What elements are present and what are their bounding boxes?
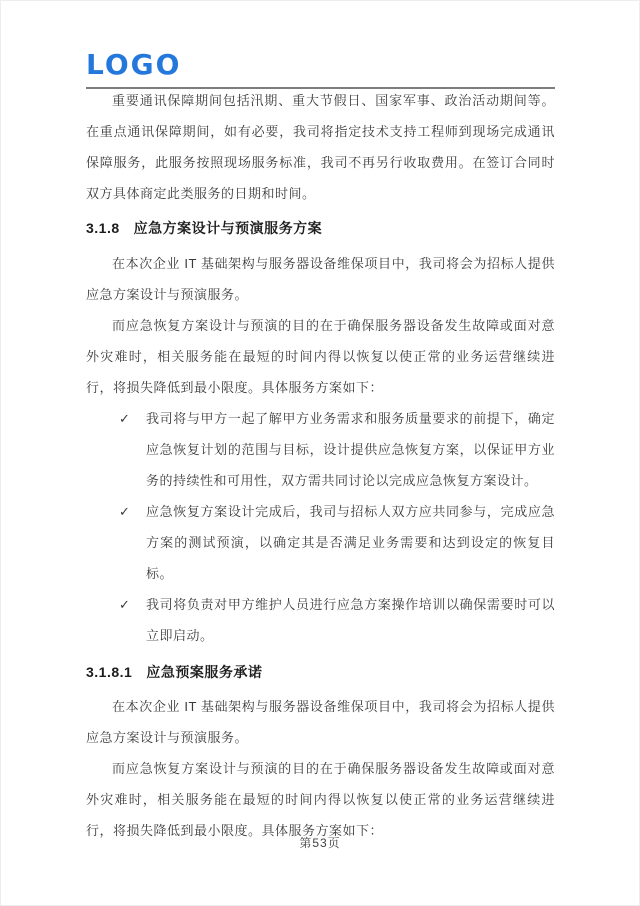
section-3-1-8-paragraph-1: 在本次企业 IT 基础架构与服务器设备维保项目中，我司将会为招标人提供应急方案设计与预演服务。 <box>86 256 555 302</box>
list-item-text: 我司将负责对甲方维护人员进行应急方案操作培训以确保需要时可以立即启动。 <box>146 597 555 643</box>
check-icon: ✓ <box>119 504 131 519</box>
section-3-1-8-1-paragraph-1: 在本次企业 IT 基础架构与服务器设备维保项目中，我司将会为招标人提供应急方案设计与预演服务。 <box>86 699 555 745</box>
check-icon: ✓ <box>119 411 131 426</box>
section-heading-3-1-8-1 <box>86 657 555 688</box>
intro-paragraph: 重要通讯保障期间包括汛期、重大节假日、国家军事、政治活动期间等。在重点通讯保障期间，如有必要，我司将指定技术支持工程师到现场完成通讯保障服务，此服务按照现场服务标准，我司不再另行收取费用。在签订合同时双方具体商定此类服务的日期和时间。 <box>86 93 555 201</box>
list-item-text: 我司将与甲方一起了解甲方业务需求和服务质量要求的前提下，确定应急恢复计划的范围与目标，设计提供应急恢复方案，以保证甲方业务的持续性和可用性，双方需共同讨论以完成应急恢复方案设计。 <box>146 411 555 488</box>
list-item <box>86 403 555 496</box>
page-number: 第53页 <box>299 836 341 850</box>
list-item-text: 应急恢复方案设计完成后，我司与招标人双方应共同参与，完成应急方案的测试预演，以确定其是否满足业务需要和达到设定的恢复目标。 <box>146 504 555 581</box>
section-title: 应急方案设计与预演服务方案 <box>133 220 323 236</box>
company-logo: LOGO <box>86 48 182 81</box>
section-3-1-8-paragraph-2: 而应急恢复方案设计与预演的目的在于确保服务器设备发生故障或面对意外灾难时，相关服务能在最短的时间内得以恢复以使正常的业务运营继续进行，将损失降低到最小限度。具体服务方案如下： <box>86 318 555 395</box>
section-title: 应急预案服务承诺 <box>146 664 263 680</box>
check-icon: ✓ <box>119 597 131 612</box>
service-plan-list <box>86 403 555 651</box>
section-heading-3-1-8 <box>86 213 555 244</box>
document-body <box>86 85 555 846</box>
section-number: 3.1.8 <box>86 220 120 236</box>
list-item <box>86 496 555 589</box>
section-number: 3.1.8.1 <box>86 664 133 680</box>
section-3-1-8-1-paragraph-2: 而应急恢复方案设计与预演的目的在于确保服务器设备发生故障或面对意外灾难时，相关服务能在最短的时间内得以恢复以使正常的业务运营继续进行，将损失降低到最小限度。具体服务方案如下： <box>86 761 555 838</box>
list-item <box>86 589 555 651</box>
